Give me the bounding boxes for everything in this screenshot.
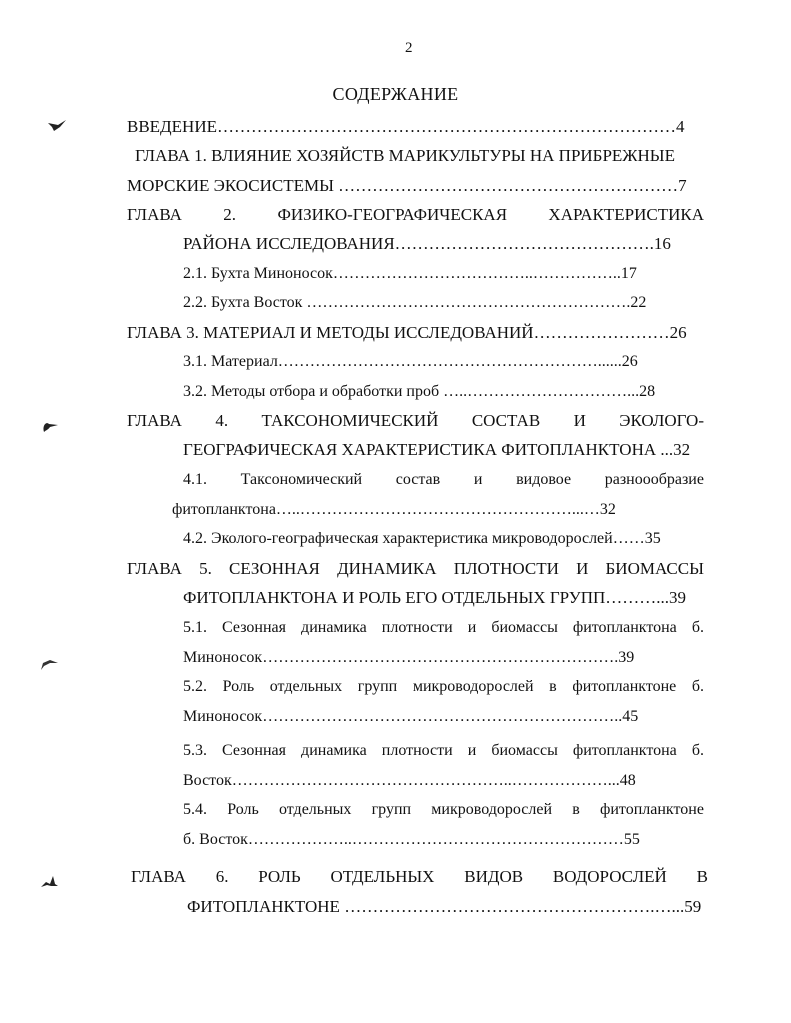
word: ТАКСОНОМИЧЕСКИЙ xyxy=(261,411,439,430)
word: ХАРАКТЕРИСТИКА xyxy=(548,205,704,224)
toc-section-4-2: 4.2. Эколого-географическая характеристика микроводорослей……35 xyxy=(183,530,661,547)
word: микроводорослей xyxy=(412,678,534,695)
word: фитопланктоне xyxy=(572,678,677,695)
word: фитопланктоне xyxy=(599,801,704,818)
word: динамика xyxy=(301,619,367,636)
word: СЕЗОННАЯ xyxy=(229,559,320,578)
word: в xyxy=(549,678,557,695)
word: И xyxy=(576,559,589,578)
toc-section-2-2: 2.2. Бухта Восток …………………………………………………….22 xyxy=(183,294,647,311)
toc-section-5-3-line1 xyxy=(183,740,704,762)
toc-section-3-1: 3.1. Материал……………………………………………………......26 xyxy=(183,353,638,370)
word: ВОДОРОСЛЕЙ xyxy=(552,867,667,886)
word: 5.3. xyxy=(183,742,207,759)
word: и xyxy=(467,742,477,759)
word: Роль xyxy=(227,801,259,818)
toc-section-5-4-line2: б. Восток………………..……………………………………………55 xyxy=(183,831,640,848)
word: 5.1. xyxy=(183,619,207,636)
margin-mark-icon xyxy=(38,873,60,889)
margin-mark-icon xyxy=(38,657,60,673)
word: ЭКОЛОГО- xyxy=(619,411,704,430)
toc-chapter-4-line2: ГЕОГРАФИЧЕСКАЯ ХАРАКТЕРИСТИКА ФИТОПЛАНКТОНА ...32 xyxy=(183,440,691,459)
toc-section-5-3-line2: Восток……………………………………………..………………...48 xyxy=(183,772,636,789)
word: БИОМАССЫ xyxy=(605,559,704,578)
toc-section-3-2: 3.2. Методы отбора и обработки проб …..…………………………...28 xyxy=(183,383,656,400)
margin-mark-icon xyxy=(40,418,62,434)
word: РОЛЬ xyxy=(258,867,301,886)
word: 5.2. xyxy=(183,678,207,695)
word: 6. xyxy=(215,867,229,886)
word: Сезонная xyxy=(222,742,287,759)
word: и xyxy=(467,619,477,636)
word: 5.4. xyxy=(183,801,207,818)
toc-title: СОДЕРЖАНИЕ xyxy=(332,84,459,104)
word: групп xyxy=(357,678,398,695)
word: разноообразие xyxy=(604,471,704,488)
toc-chapter-5-line1 xyxy=(127,558,704,580)
toc-section-5-1-line2: Миноносок………………………………………………………….39 xyxy=(183,649,635,666)
toc-chapter-2-line1 xyxy=(127,204,704,226)
word: Роль xyxy=(222,678,255,695)
word: ГЛАВА xyxy=(127,411,182,430)
word: ФИЗИКО-ГЕОГРАФИЧЕСКАЯ xyxy=(277,205,508,224)
word: состав xyxy=(395,471,441,488)
word: 5. xyxy=(199,559,212,578)
word: динамика xyxy=(301,742,367,759)
word: ОТДЕЛЬНЫХ xyxy=(330,867,435,886)
word: СОСТАВ xyxy=(471,411,541,430)
toc-chapter-5-line2: ФИТОПЛАНКТОНА И РОЛЬ ЕГО ОТДЕЛЬНЫХ ГРУПП………...39 xyxy=(183,588,687,607)
word: и xyxy=(473,471,483,488)
word: видовое xyxy=(516,471,572,488)
toc-section-5-1-line1 xyxy=(183,617,704,639)
margin-mark-icon xyxy=(46,118,68,134)
word: ПЛОТНОСТИ xyxy=(453,559,559,578)
word: 2. xyxy=(223,205,237,224)
toc-section-5-2-line1 xyxy=(183,676,704,698)
word: ГЛАВА xyxy=(131,867,186,886)
word: ГЛАВА xyxy=(127,559,182,578)
word: ГЛАВА xyxy=(127,205,182,224)
word: плотности xyxy=(381,619,453,636)
word: Сезонная xyxy=(222,619,287,636)
toc-chapter-4-line1 xyxy=(127,410,704,432)
word: 4.1. xyxy=(183,471,207,488)
toc-section-5-4-line1 xyxy=(183,799,704,821)
word: фитопланктона xyxy=(572,742,677,759)
toc-chapter-3: ГЛАВА 3. МАТЕРИАЛ И МЕТОДЫ ИССЛЕДОВАНИЙ……………………26 xyxy=(127,323,687,342)
page-number: 2 xyxy=(405,40,413,56)
word: отдельных xyxy=(278,801,352,818)
word: микроводорослей xyxy=(431,801,553,818)
word: Таксономический xyxy=(240,471,363,488)
word: биомассы xyxy=(491,619,558,636)
toc-section-2-1: 2.1. Бухта Миноносок………………………………..……………..17 xyxy=(183,265,637,282)
toc-chapter-2-line2: РАЙОНА ИССЛЕДОВАНИЯ……………………………………….16 xyxy=(183,234,671,253)
toc-section-4-1-line1 xyxy=(183,469,704,491)
toc-chapter-1-line1: ГЛАВА 1. ВЛИЯНИЕ ХОЗЯЙСТВ МАРИКУЛЬТУРЫ НА ПРИБРЕЖНЫЕ xyxy=(135,146,675,165)
word: плотности xyxy=(381,742,453,759)
word: ДИНАМИКА xyxy=(337,559,437,578)
word: 4. xyxy=(215,411,229,430)
word: отдельных xyxy=(269,678,343,695)
toc-entry-intro: ВВЕДЕНИЕ………………………………………………………………………4 xyxy=(127,117,685,136)
word: И xyxy=(573,411,586,430)
word: В xyxy=(696,867,708,886)
word: ВИДОВ xyxy=(464,867,524,886)
toc-chapter-6-line1 xyxy=(131,866,708,888)
toc-chapter-1-line2: МОРСКИЕ ЭКОСИСТЕМЫ ……………………………………………………7 xyxy=(127,176,687,195)
toc-section-5-2-line2: Миноносок…………………………………………………………..45 xyxy=(183,708,639,725)
word: групп xyxy=(371,801,412,818)
word: фитопланктона xyxy=(572,619,677,636)
toc-chapter-6-line2: ФИТОПЛАНКТОНЕ ……………………………………………….…...59 xyxy=(187,897,702,916)
word: в xyxy=(572,801,580,818)
word: б. xyxy=(691,619,704,636)
toc-section-4-1-line2: фитопланктона…..……………………………………………...…32 xyxy=(172,501,616,518)
word: б. xyxy=(691,742,704,759)
word: б. xyxy=(691,678,704,695)
word: биомассы xyxy=(491,742,558,759)
